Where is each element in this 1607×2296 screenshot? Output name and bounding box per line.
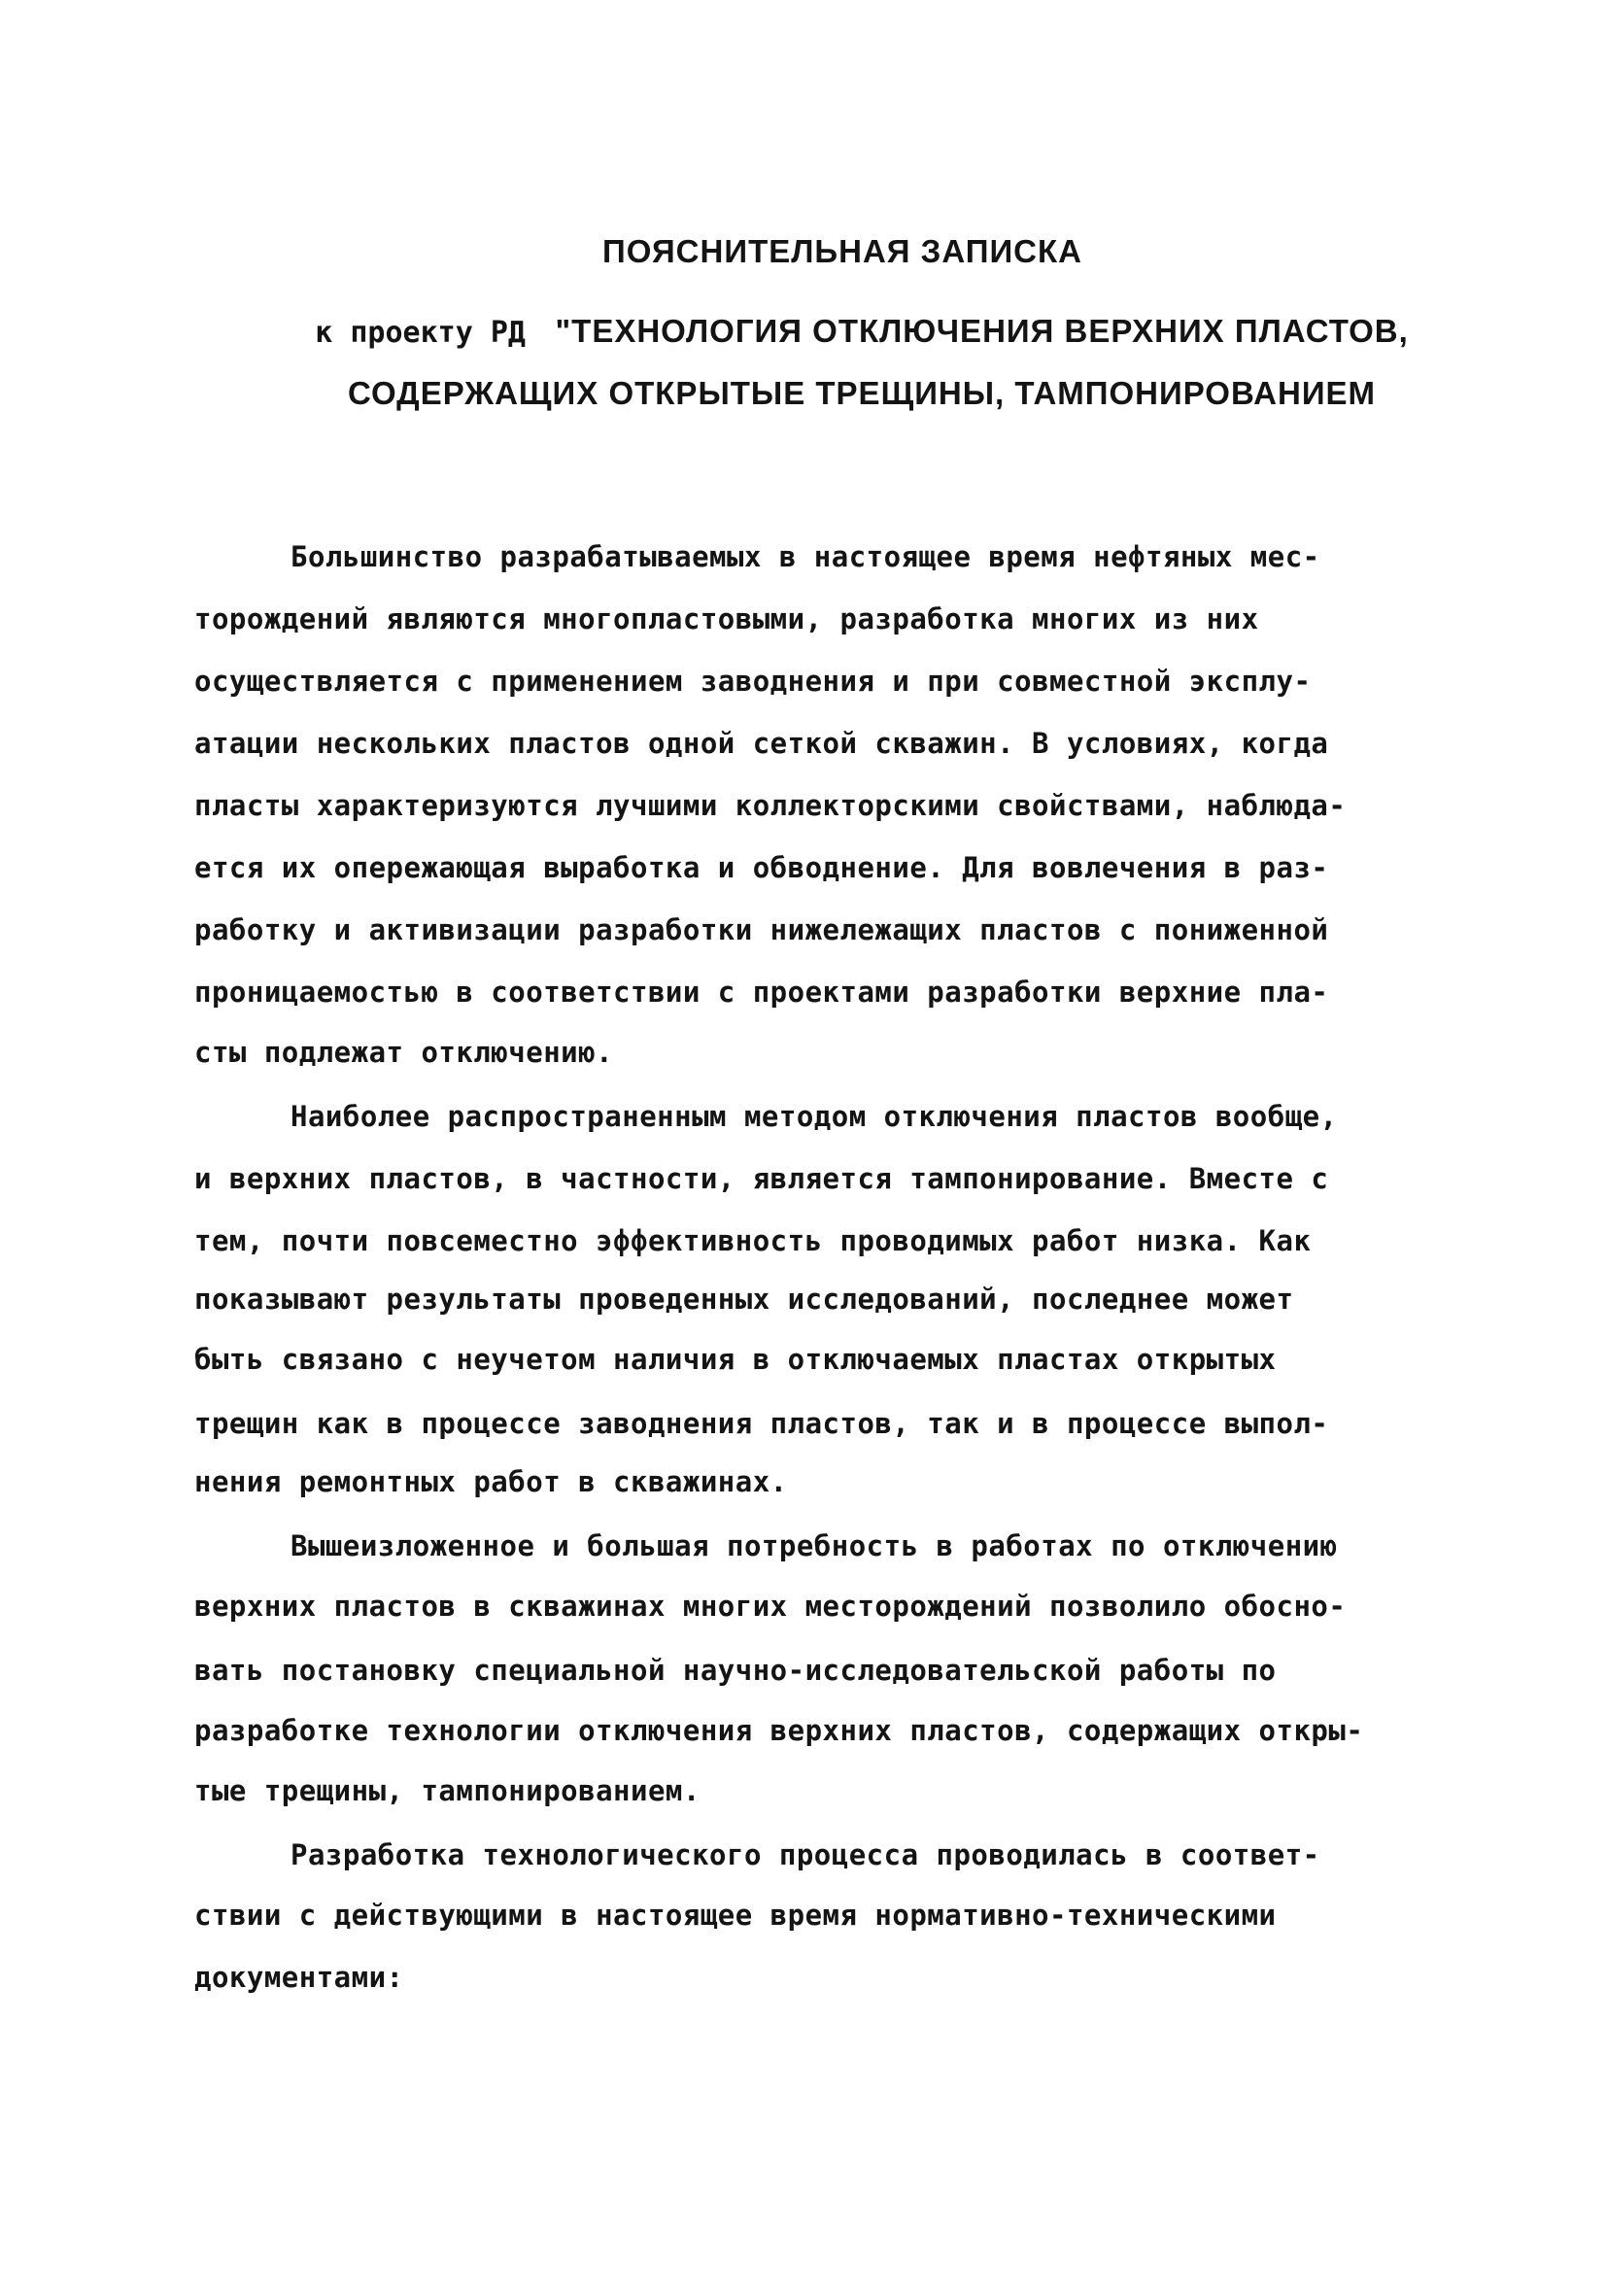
body-line: Разработка технологического процесса проводилась в соответ-	[291, 1838, 1320, 1871]
body-line: верхних пластов в скважинах многих месторождений позволило обосно-	[194, 1590, 1347, 1623]
body-line: нения ремонтных работ в скважинах.	[194, 1465, 788, 1498]
body-line: вать постановку специальной научно-исследовательской работы по	[194, 1654, 1277, 1687]
document-subtitle-line-2: СОДЕРЖАЩИХ ОТКРЫТЫЕ ТРЕЩИНЫ, ТАМПОНИРОВАНИЕМ	[347, 375, 1377, 411]
body-line: Наиболее распространенным методом отключения пластов вообще,	[291, 1100, 1338, 1133]
body-line: тые трещины, тампонированием.	[194, 1774, 701, 1807]
body-line: тем, почти повсеместно эффективность проводимых работ низка. Как	[194, 1224, 1312, 1257]
document-title: ПОЯСНИТЕЛЬНАЯ ЗАПИСКА	[602, 233, 1082, 269]
body-line: документами:	[194, 1961, 404, 1994]
body-line: ется их опережающая выработка и обводнение. Для вовлечения в раз-	[194, 851, 1329, 884]
body-line: трещин как в процессе заводнения пластов, так и в процессе выпол-	[194, 1407, 1329, 1440]
body-line: сты подлежат отключению.	[194, 1036, 614, 1069]
body-line: пласты характеризуются лучшими коллекторскими свойствами, наблюда-	[194, 789, 1347, 822]
body-line: торождений являются многопластовыми, разработка многих из них	[194, 602, 1259, 635]
body-line: атации нескольких пластов одной сеткой скважин. В условиях, когда	[194, 727, 1329, 760]
body-line: осуществляется с применением заводнения и при совместной эксплу-	[194, 665, 1312, 698]
body-line: Большинство разрабатываемых в настоящее время нефтяных мес-	[291, 540, 1320, 573]
body-line: и верхних пластов, в частности, является тампонирование. Вместе с	[194, 1162, 1329, 1195]
body-line: быть связано с неучетом наличия в отключаемых пластах открытых	[194, 1343, 1277, 1376]
body-line: ствии с действующими в настоящее время нормативно-техническими	[194, 1899, 1277, 1932]
subtitle-lead: к проекту РД	[315, 316, 526, 350]
body-line: проницаемостью в соответствии с проектами разработки верхние пла-	[194, 976, 1329, 1009]
body-line: разработке технологии отключения верхних пластов, содержащих откры-	[194, 1714, 1364, 1747]
subtitle-main: "ТЕХНОЛОГИЯ ОТКЛЮЧЕНИЯ ВЕРХНИХ ПЛАСТОВ,	[555, 313, 1409, 349]
body-line: работку и активизации разработки нижележащих пластов с пониженной	[194, 913, 1329, 946]
document-subtitle-line-1	[58, 313, 1607, 350]
body-line: показывают результаты проведенных исследований, последнее может	[194, 1283, 1294, 1316]
body-line: Вышеизложенное и большая потребность в работах по отключению	[291, 1529, 1338, 1562]
